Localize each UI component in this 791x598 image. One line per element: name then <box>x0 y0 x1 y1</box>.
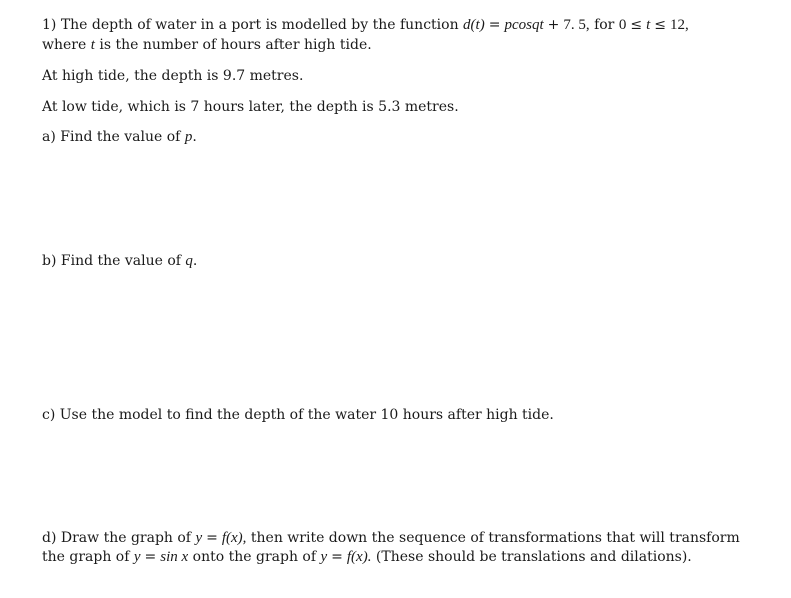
leq-symbol: ≤ <box>654 17 666 33</box>
question-1-line-1 <box>42 15 689 35</box>
part-a-prompt <box>42 127 197 147</box>
equals-sign: = <box>144 549 157 565</box>
function-name: d(t) <box>463 17 485 33</box>
time-variable: t <box>90 37 95 53</box>
part-b-period: . <box>192 253 198 269</box>
equals-sign: = <box>331 549 343 565</box>
sin-x: sin x <box>160 549 189 565</box>
line2-suffix: is the number of hours after high tide. <box>99 37 372 53</box>
part-d-text-d: onto the graph of <box>192 549 317 565</box>
part-d-line-1 <box>42 528 740 548</box>
question-1-line-2 <box>42 35 372 55</box>
low-tide-statement: At low tide, which is 7 hours later, the depth is 5.3 metres. <box>42 99 459 115</box>
domain-high: 12, <box>669 17 689 33</box>
question-number: 1) <box>42 17 57 33</box>
plus-sign: + <box>547 17 560 33</box>
part-b-variable: q <box>185 253 193 269</box>
equals-sign: = <box>488 17 501 33</box>
equals-sign: = <box>206 530 218 546</box>
part-d-text-c: the graph of <box>42 549 130 565</box>
line2-prefix: where <box>42 37 87 53</box>
y-variable: y <box>320 549 328 565</box>
part-d-line-2 <box>42 547 692 567</box>
high-tide-statement: At high tide, the depth is 9.7 metres. <box>42 68 304 84</box>
domain-low: 0 <box>618 17 627 33</box>
part-b-text: b) Find the value of <box>42 253 181 269</box>
model-expression: pcosqt <box>504 17 544 33</box>
y-variable: y <box>195 530 203 546</box>
f-of-x: f(x). <box>346 549 372 565</box>
domain-prefix: for <box>594 17 615 33</box>
part-a-period: . <box>192 129 197 145</box>
part-a-text: a) Find the value of <box>42 129 181 145</box>
part-a-variable: p <box>184 129 193 145</box>
part-b-prompt <box>42 251 197 271</box>
y-variable: y <box>133 549 141 565</box>
part-d-text-b: then write down the sequence of transformations that will transform <box>250 530 740 546</box>
model-constant: 7. 5, <box>563 17 590 33</box>
part-d-text-a: d) Draw the graph of <box>42 530 191 546</box>
question-intro-text: The depth of water in a port is modelled by the function <box>60 17 459 33</box>
part-d-text-e: (These should be translations and dilations). <box>375 549 692 565</box>
domain-variable: t <box>646 17 651 33</box>
f-of-x: f(x), <box>221 530 247 546</box>
part-c-prompt: c) Use the model to find the depth of the water 10 hours after high tide. <box>42 407 554 423</box>
leq-symbol: ≤ <box>630 17 643 33</box>
